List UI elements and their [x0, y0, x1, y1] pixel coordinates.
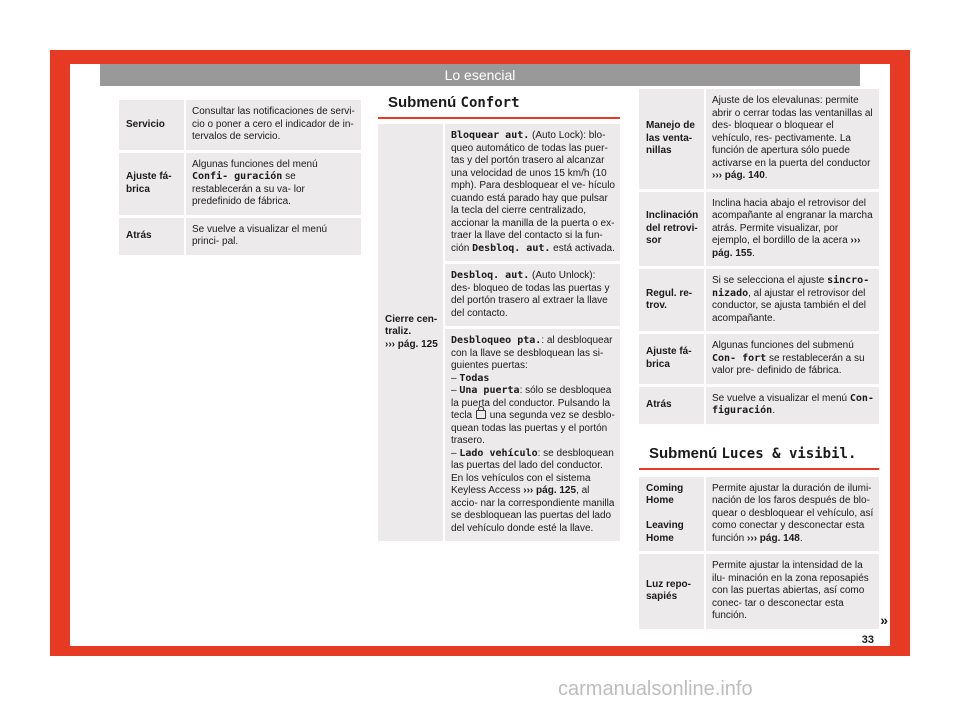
table-row: [639, 269, 879, 331]
row-value: Permite ajustar la intensidad de la ilu- minación en la zona reposapiés con las puertas abiertas, así como conec- tar o desconectar esta función.: [704, 554, 879, 629]
continue-marker: »: [880, 612, 888, 628]
row-key: Atrás: [119, 218, 184, 255]
table-row: [639, 89, 879, 189]
row-key: Inclinación del retrovi- sor: [639, 192, 704, 267]
table-row: [639, 554, 879, 629]
table-row: [119, 218, 361, 255]
row-key: Regul. re- trov.: [639, 269, 704, 331]
column-1: [119, 97, 361, 258]
table-row: [639, 477, 879, 552]
row-value: Se vuelve a visualizar el menú Con- figuración.: [704, 387, 879, 424]
submenu-table-continued: [639, 86, 879, 427]
table-row: [639, 387, 879, 424]
page-content: [70, 64, 890, 646]
row-key: Coming Home Leaving Home: [639, 477, 704, 552]
row-key: Ajuste fá- brica: [119, 153, 184, 215]
table-row: [639, 334, 879, 384]
section-header: Lo esencial: [100, 64, 860, 86]
watermark: carmanualsonline.info: [558, 678, 753, 700]
column-3: [639, 86, 879, 632]
row-value: Desbloqueo pta.: al desbloquear con la llave se desbloquean las si- guientes puertas: – Todas – Una puerta: sólo se desbloquea la puerta del conductor. Pulsando la tecla una segunda vez se desblo- quean todas las puertas y el portón trasero. – Lado vehículo: se desbloquean las puertas del lado del conductor. En los vehículos con el sistema Keyless Access ››› pág. 125, al accio- nar la correspondiente manilla se desbloquean las puertas del lado del vehículo donde esté la llave.: [443, 329, 620, 541]
menu-table: [119, 97, 361, 258]
row-value: Permite ajustar la duración de ilumi- nación de los faros después de blo- quear o desbloquear el vehículo, así como conectar y desconectar esta función ››› pág. 148.: [704, 477, 879, 552]
row-value: Consultar las notificaciones de servi- cio o poner a cero el indicador de in- tervalos de servicio.: [184, 100, 361, 150]
submenu-heading-lights: Submenú Luces & visibil.: [639, 445, 879, 470]
row-value: Desbloq. aut. (Auto Unlock): des- bloqueo de todas las puertas y del portón trasero al extraer la llave del contacto.: [443, 264, 620, 326]
row-key: Servicio: [119, 100, 184, 150]
table-row: [639, 192, 879, 267]
row-key: Ajuste fá- brica: [639, 334, 704, 384]
row-value: Ajuste de los elevalunas: permite abrir o cerrar todas las ventanillas al des- bloquear o bloquear el vehículo, res- pectivamente. La función de apertura sólo puede activarse en la puerta del conductor ››› pág. 140.: [704, 89, 879, 189]
page-number: 33: [861, 634, 874, 646]
submenu-table: [378, 121, 620, 544]
column-2: [378, 86, 620, 544]
table-row: [119, 100, 361, 150]
row-key: Atrás: [639, 387, 704, 424]
row-value: Se vuelve a visualizar el menú princi- pal.: [184, 218, 361, 255]
table-row: [119, 153, 361, 215]
row-key: Manejo de las venta- nillas: [639, 89, 704, 189]
submenu-heading: Submenú Confort: [378, 94, 620, 119]
page-frame: [50, 50, 910, 656]
row-value: Algunas funciones del submenú Con- fort se restablecerán a su valor pre- definido de fábrica.: [704, 334, 879, 384]
row-value: Algunas funciones del menú Confi- guración se restablecerán a su va- lor predefinido de fábrica.: [184, 153, 361, 215]
lights-table: [639, 474, 879, 632]
lock-icon: [476, 410, 486, 419]
row-value: Si se selecciona el ajuste sincro- nizado, al ajustar el retrovisor del conductor, se ajusta también el del acompañante.: [704, 269, 879, 331]
row-value: Bloquear aut. (Auto Lock): blo- queo automático de todas las puer- tas y del portón trasero al alcanzar una velocidad de unos 15 km/h (10 mph). Para desbloquear el ve- hículo cuando está parado hay que pulsar la tecla del cierre centralizado, accionar la manilla de la puerta o ex- traer la llave del contacto si la fun- ción Desbloq. aut. está activada.: [443, 124, 620, 261]
row-key: Cierre cen- traliz. ››› pág. 125: [378, 124, 443, 541]
table-row: [378, 124, 620, 261]
row-value: Inclina hacia abajo el retrovisor del acompañante al engranar la marcha atrás. Permite visualizar, por ejemplo, el bordillo de la acera ››› pág. 155.: [704, 192, 879, 267]
row-key: Luz repo- sapiés: [639, 554, 704, 629]
